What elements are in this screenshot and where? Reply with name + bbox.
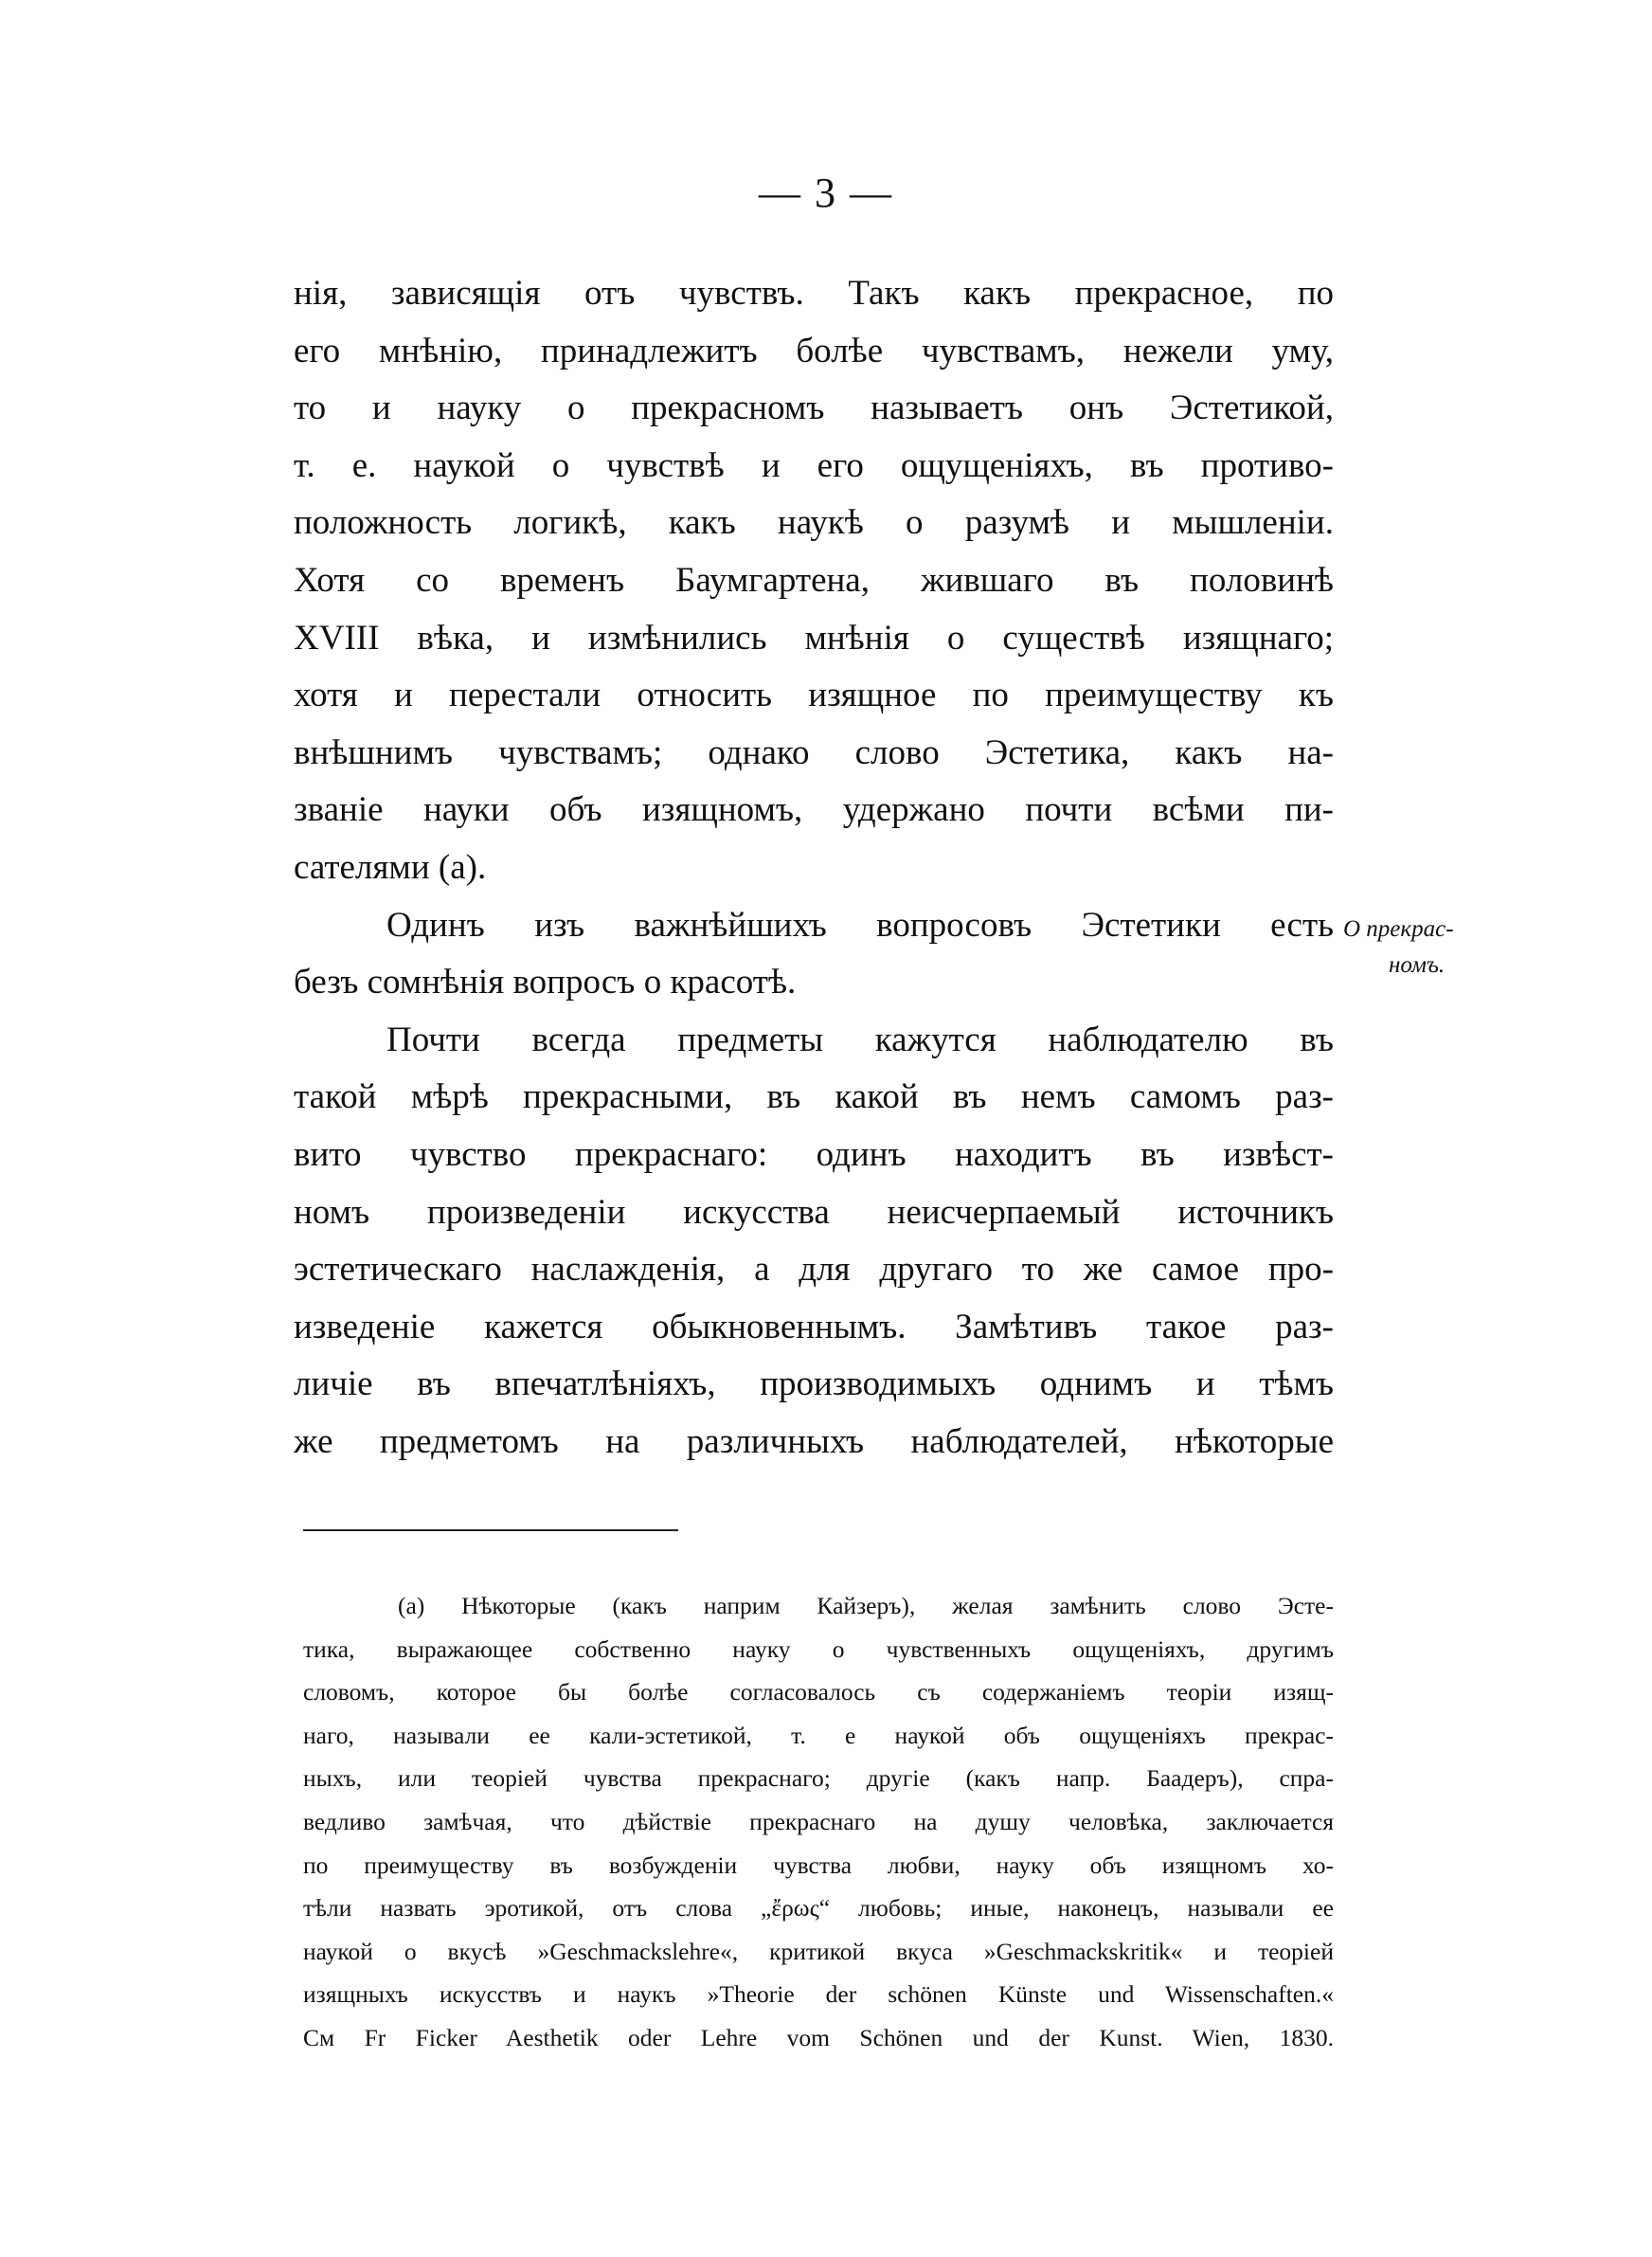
footnote-line: ныхъ, или теоріей чувства прекраснаго; другіе (какъ напр. Баадеръ), спра- bbox=[303, 1764, 1334, 1793]
footnote-line: словомъ, которое бы болѣе согласовалось съ содержаніемъ теоріи изящ- bbox=[303, 1678, 1334, 1706]
text-line: сателями (а). bbox=[294, 847, 487, 887]
footnote-line: наукой о вкусѣ »Geschmackslehre«, критикой вкуса »Geschmackskritik« и теоріей bbox=[303, 1937, 1334, 1965]
footnote-line: тѣли назвать эротикой, отъ слова „ἔρως“ любовь; иные, наконецъ, называли ее bbox=[303, 1894, 1334, 1923]
main-text bbox=[294, 265, 1334, 1471]
text-line: Почти всегда предметы кажутся наблюдателю въ bbox=[386, 1020, 1334, 1059]
text-line: званіе науки объ изящномъ, удержано почти всѣми пи- bbox=[294, 790, 1334, 830]
paragraph-2 bbox=[294, 897, 1334, 1012]
paragraph-3 bbox=[294, 1012, 1334, 1472]
footnote-line: См Fr Ficker Aesthetik oder Lehre vom Schönen und der Kunst. Wien, 1830. bbox=[303, 2023, 1334, 2051]
margin-note-line: О прекрас- bbox=[1343, 916, 1454, 942]
text-line: хотя и перестали относить изящное по преимуществу къ bbox=[294, 676, 1334, 715]
footnote bbox=[303, 1584, 1334, 2060]
footnote-line: ведливо замѣчая, что дѣйствіе прекраснаго на душу человѣка, заключается bbox=[303, 1807, 1334, 1835]
footnote-divider bbox=[303, 1529, 678, 1531]
text-line: такой мѣрѣ прекрасными, въ какой въ немъ самомъ раз- bbox=[294, 1077, 1334, 1117]
footnote-line: наго, называли ее кали-эстетикой, т. е наукой объ ощущеніяхъ прекрас- bbox=[303, 1721, 1334, 1749]
text-line: его мнѣнію, принадлежитъ болѣе чувствамъ, нежели уму, bbox=[294, 331, 1334, 370]
text-line: же предметомъ на различныхъ наблюдателей, нѣкоторые bbox=[294, 1421, 1334, 1461]
footnote-line: по преимуществу въ возбужденіи чувства любви, науку объ изящномъ хо- bbox=[303, 1851, 1334, 1879]
text-line: безъ сомнѣнія вопросъ о красотѣ. bbox=[294, 963, 797, 1002]
text-line: эстетическаго наслажденія, а для другаго то же самое про- bbox=[294, 1250, 1334, 1290]
margin-note-line: номъ. bbox=[1389, 952, 1446, 978]
page-number: — 3 — bbox=[759, 170, 893, 216]
text-line: XVIII вѣка, и измѣнились мнѣнія о существѣ изящнаго; bbox=[294, 618, 1334, 658]
footnote-line: изящныхъ искусствъ и наукъ »Theorie der schönen Künste und Wissenschaften.« bbox=[303, 1980, 1334, 2009]
text-line: Хотя со временъ Баумгартена, жившаго въ половинѣ bbox=[294, 560, 1334, 600]
margin-note bbox=[1343, 912, 1504, 984]
text-line: вито чувство прекраснаго: одинъ находитъ въ извѣст- bbox=[294, 1134, 1334, 1174]
text-line: т. е. наукой о чувствѣ и его ощущеніяхъ, въ противо- bbox=[294, 445, 1334, 485]
text-line: личіе въ впечатлѣніяхъ, производимыхъ однимъ и тѣмъ bbox=[294, 1364, 1334, 1404]
text-line: изведеніе кажется обыкновеннымъ. Замѣтивъ такое раз- bbox=[294, 1307, 1334, 1346]
text-line: положность логикѣ, какъ наукѣ о разумѣ и мышленіи. bbox=[294, 503, 1334, 543]
text-line: Одинъ изъ важнѣйшихъ вопросовъ Эстетики есть bbox=[386, 905, 1334, 945]
footnote-line: (а) Нѣкоторые (какъ наприм Кайзеръ), желая замѣнить слово Эсте- bbox=[398, 1592, 1334, 1619]
text-line: номъ произведеніи искусства неисчерпаемый источникъ bbox=[294, 1192, 1334, 1232]
text-line: то и науку о прекрасномъ называетъ онъ Эстетикой, bbox=[294, 388, 1334, 428]
text-line: нія, зависящія отъ чувствъ. Такъ какъ прекрасное, по bbox=[294, 274, 1334, 313]
text-line: внѣшнимъ чувствамъ; однако слово Эстетика, какъ на- bbox=[294, 732, 1334, 772]
footnote-line: тика, выражающее собственно науку о чувственныхъ ощущеніяхъ, другимъ bbox=[303, 1634, 1334, 1663]
paragraph-1 bbox=[294, 265, 1334, 897]
